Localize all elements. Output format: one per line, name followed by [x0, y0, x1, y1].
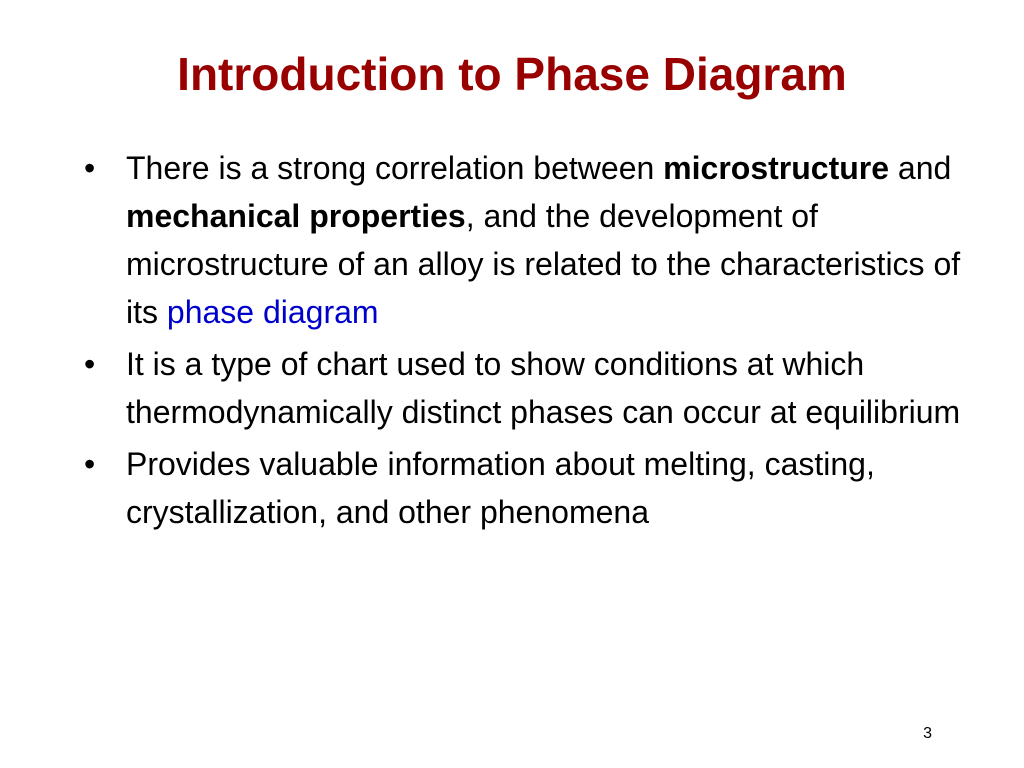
bullet-1-text-rest: , and the development of microstructure of an alloy is related to the characteristics of its	[126, 198, 961, 330]
bullet-1-text-and: and	[889, 150, 952, 186]
bullet-list	[84, 144, 964, 540]
bullet-1-bold-mechanical-properties: mechanical properties	[126, 198, 466, 234]
bullet-2-text: It is a type of chart used to show conditions at which thermodynamically distinct phases can occur at equilibrium	[126, 346, 961, 430]
page-number: 3	[923, 725, 932, 742]
bullet-icon: •	[84, 150, 96, 186]
bullet-3-text: Provides valuable information about melting, casting, crystallization, and other phenomena	[126, 446, 875, 530]
slide-title: Introduction to Phase Diagram	[177, 48, 847, 100]
bullet-icon: •	[84, 346, 96, 382]
bullet-1-text-start: There is a strong correlation between	[126, 150, 664, 186]
bullet-1-bold-microstructure: microstructure	[663, 150, 890, 186]
bullet-1-phase-diagram-highlight: phase diagram	[166, 294, 379, 330]
bullet-icon: •	[84, 446, 96, 482]
bullet-item-2	[84, 340, 964, 436]
bullet-item-3	[84, 440, 964, 536]
bullet-item-1	[84, 144, 964, 336]
